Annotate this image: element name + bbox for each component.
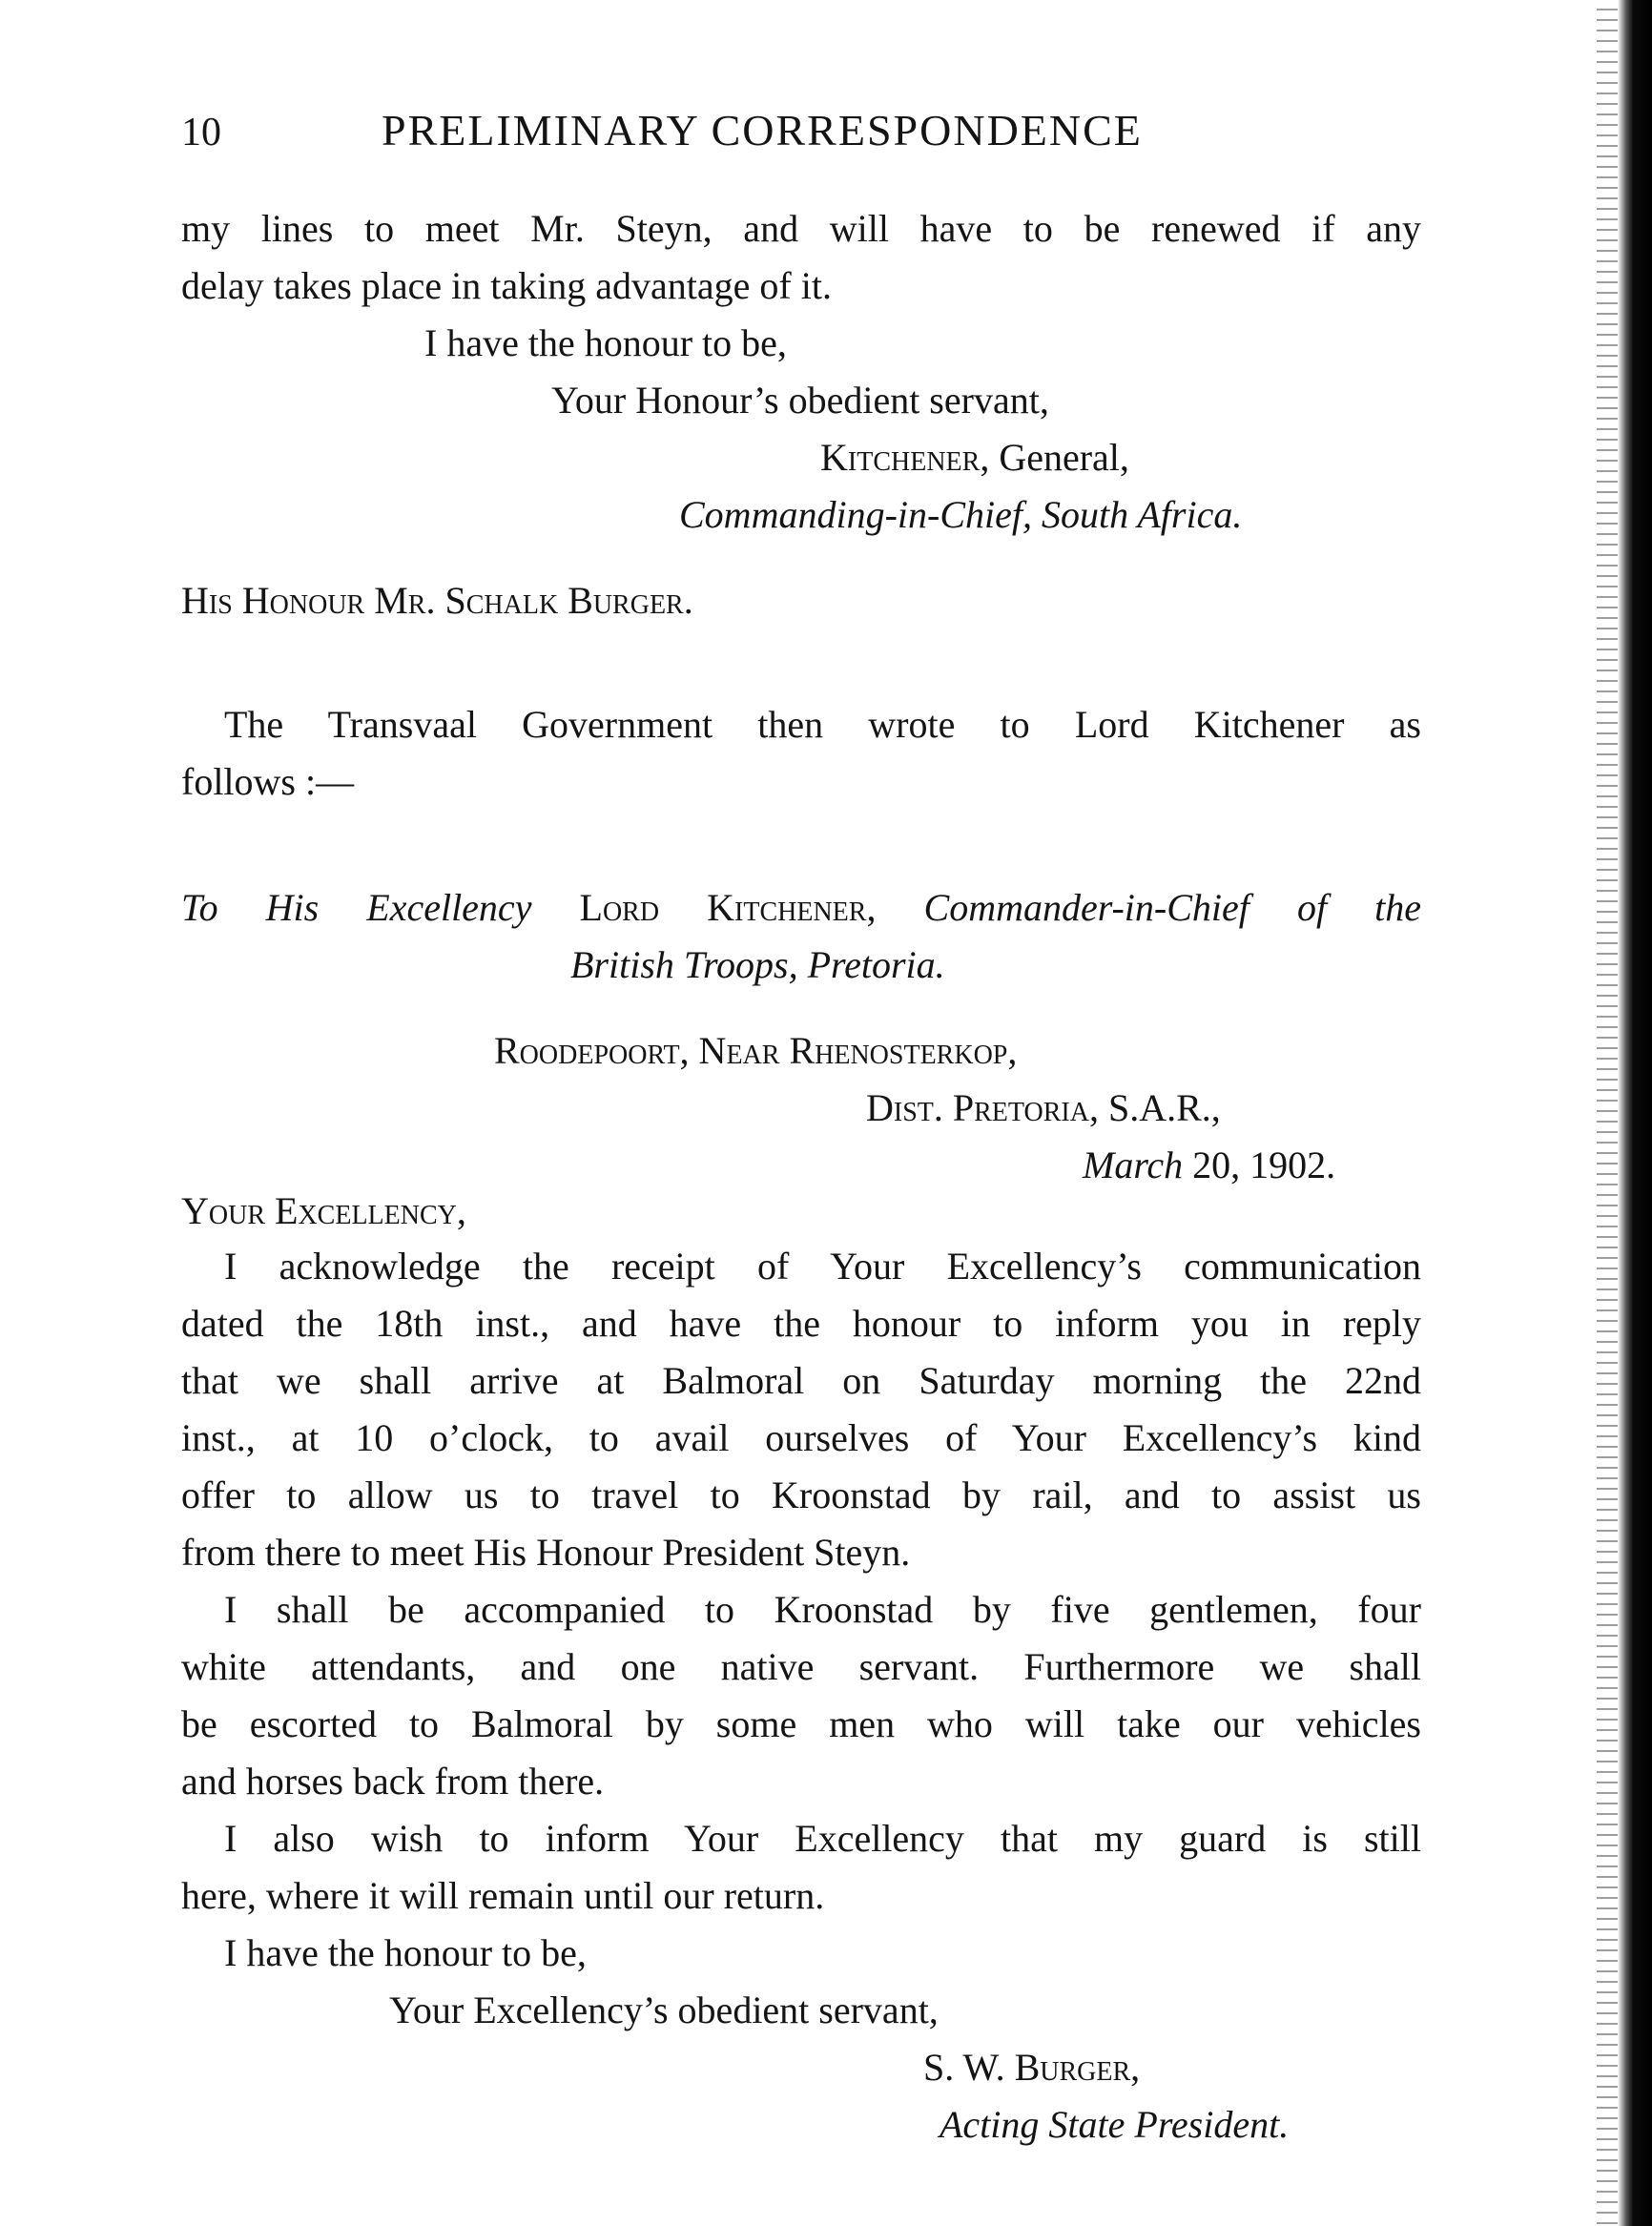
body-line: here, where it will remain until our return. <box>181 1874 825 1917</box>
narrative-line: The Transvaal Government then wrote to Lord Kitchener as <box>224 703 1421 746</box>
body-line: I acknowledge the receipt of Your Excellency’s communication <box>224 1245 1421 1288</box>
body-line: from there to meet His Honour President Steyn. <box>181 1531 911 1574</box>
signature <box>820 436 1129 479</box>
body-line: inst., at 10 o’clock, to avail ourselves of Your Excellency’s kind <box>181 1416 1421 1459</box>
body-line: white attendants, and one native servant. Furthermore we shall <box>181 1645 1421 1688</box>
narrative-line: follows :— <box>181 760 355 803</box>
date-month: March <box>1083 1144 1184 1186</box>
body-line: that we shall arrive at Balmoral on Saturday morning the 22nd <box>181 1359 1421 1402</box>
body-line: I shall be accompanied to Kroonstad by five gentlemen, four <box>224 1588 1421 1631</box>
recipient-prefix: To His Excellency <box>181 886 532 929</box>
closing-line: Your Honour’s obedient servant, <box>551 379 1049 422</box>
recipient-suffix: Commander-in-Chief of the <box>923 886 1422 929</box>
closing-line: I have the honour to be, <box>424 321 787 364</box>
letter-continuation-line: my lines to meet Mr. Steyn, and will have to be renewed if any <box>181 207 1421 250</box>
addressee: His Honour Mr. Schalk Burger. <box>181 579 693 622</box>
place-line: Roodepoort, Near Rhenosterkop, <box>494 1029 1018 1072</box>
scan-page-edge <box>1618 0 1652 2226</box>
salutation: Your Excellency, <box>181 1189 466 1232</box>
signer-title: Acting State President. <box>940 2103 1290 2146</box>
body-line: offer to allow us to travel to Kroonstad by rail, and to assist us <box>181 1474 1421 1516</box>
place-line: Dist. Pretoria, S.A.R., <box>866 1086 1221 1129</box>
recipient-name: Lord Kitchener, <box>579 886 877 929</box>
body-line: be escorted to Balmoral by some men who will take our vehicles <box>181 1702 1421 1745</box>
body-line: I also wish to inform Your Excellency that my guard is still <box>224 1817 1421 1860</box>
running-head: PRELIMINARY CORRESPONDENCE <box>382 106 1143 155</box>
body-line: and horses back from there. <box>181 1760 605 1803</box>
letter-date <box>1083 1146 1335 1185</box>
closing-line: Your Excellency’s obedient servant, <box>389 1989 939 2031</box>
recipient-line <box>181 886 1422 929</box>
signer-name: Kitchener <box>820 436 981 479</box>
recipient-line-2: British Troops, Pretoria. <box>570 943 945 986</box>
body-line: dated the 18th inst., and have the honour to inform you in reply <box>181 1302 1421 1345</box>
closing-line: I have the honour to be, <box>224 1931 587 1974</box>
signer-title: Commanding-in-Chief, South Africa. <box>679 493 1243 536</box>
letter-continuation-line: delay takes place in taking advantage of it. <box>181 264 832 307</box>
signer-rank: , General, <box>980 436 1129 479</box>
date-rest: 20, 1902. <box>1192 1144 1336 1186</box>
page-number: 10 <box>181 111 221 155</box>
signer-name: S. W. Burger, <box>923 2046 1141 2089</box>
